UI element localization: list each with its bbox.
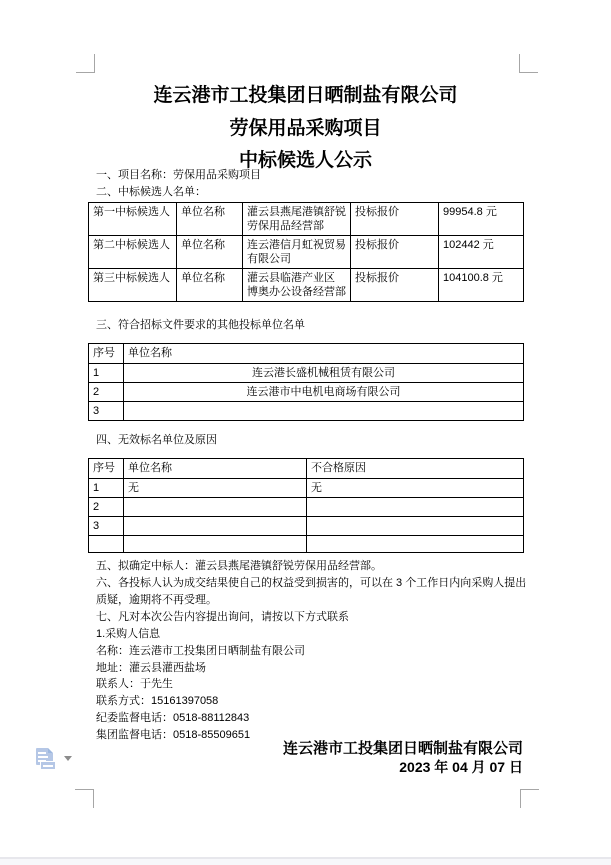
invalid-unit [124,536,307,553]
invalid-reason [307,498,524,517]
bid-price-value: 99954.8 元 [439,203,524,236]
bid-price-label: 投标报价 [351,269,439,302]
paste-options-button[interactable] [36,748,76,772]
unit-name-label: 单位名称 [177,269,243,302]
candidate-rank: 第一中标候选人 [89,203,177,236]
footer-signature-company: 连云港市工投集团日晒制盐有限公司 [282,740,523,757]
invalid-unit [124,517,307,536]
row-index: 3 [89,402,124,421]
column-header-unit-name: 单位名称 [124,459,307,479]
purchaser-info-heading: 1.采购人信息 [96,628,161,640]
table-row [89,383,524,402]
section-winner: 五、拟确定中标人：灌云县燕尾港镇舒锐劳保用品经营部。 [96,560,382,572]
section-other-bidders-heading: 三、符合招标文件要求的其他投标单位名单 [96,319,305,331]
bid-price-value: 102442 元 [439,236,524,269]
section-objection-notice: 六、各投标人认为成交结果使自己的权益受到损害的，可以在 3 个工作日内向采购人提出质疑，逾期将不再受理。 [96,577,527,606]
footer-date: 2023 年 04 月 07 日 [399,759,523,775]
candidates-table [88,202,524,302]
table-row [89,536,524,553]
row-index: 3 [89,517,124,536]
bidder-company: 连云港市中电机电商场有限公司 [124,383,524,402]
table-row [89,364,524,383]
row-index: 2 [89,498,124,517]
bid-price-label: 投标报价 [351,203,439,236]
invalid-unit: 无 [124,479,307,498]
section-invalid-bids-heading: 四、无效标名单位及原因 [96,434,217,446]
bid-price-value: 104100.8 元 [439,269,524,302]
invalid-reason [307,536,524,553]
page-background-below [0,859,611,865]
section-project-name: 一、项目名称：劳保用品采购项目 [96,169,261,181]
table-row [89,498,524,517]
contact-person: 联系人：于先生 [96,678,173,690]
section-contact-heading: 七、凡对本次公告内容提出询问，请按以下方式联系 [96,611,349,623]
row-index: 1 [89,479,124,498]
table-row [89,479,524,498]
candidate-rank: 第三中标候选人 [89,269,177,302]
table-row [89,236,524,269]
table-row [89,203,524,236]
column-header-index: 序号 [89,459,124,479]
bidder-company [124,402,524,421]
bid-price-label: 投标报价 [351,236,439,269]
candidate-rank: 第二中标候选人 [89,236,177,269]
row-index: 1 [89,364,124,383]
column-header-index: 序号 [89,344,124,364]
invalid-reason [307,517,524,536]
candidate-company: 灌云县临港产业区 博奥办公设备经营部 [243,269,351,302]
unit-name-label: 单位名称 [177,236,243,269]
table-header-row [89,459,524,479]
title-company: 连云港市工投集团日晒制盐有限公司 [153,85,458,106]
column-header-reason: 不合格原因 [307,459,524,479]
candidate-company: 连云港信月虹祝贸易有限公司 [243,236,351,269]
section-candidate-list-heading: 二、中标候选人名单： [96,186,206,198]
table-row [89,402,524,421]
contact-name: 名称：连云港市工投集团日晒制盐有限公司 [96,645,305,657]
table-header-row [89,344,524,364]
table-row [89,269,524,302]
bidder-company: 连云港长盛机械租赁有限公司 [124,364,524,383]
other-bidders-table [88,343,524,421]
row-index [89,536,124,553]
chevron-down-icon[interactable] [64,756,72,761]
row-index: 2 [89,383,124,402]
candidate-company: 灌云县燕尾港镇舒锐劳保用品经营部 [243,203,351,236]
invalid-reason: 无 [307,479,524,498]
contact-phone: 联系方式：15161397058 [96,695,219,707]
discipline-supervision-phone: 纪委监督电话：0518-88112843 [96,712,250,724]
contact-address: 地址：灌云县灌西盐场 [96,662,206,674]
invalid-unit [124,498,307,517]
group-supervision-phone: 集团监督电话：0518-85509651 [96,729,251,741]
title-project: 劳保用品采购项目 [229,118,382,139]
paste-options-icon[interactable] [36,748,57,771]
invalid-bids-table [88,458,524,553]
table-row [89,517,524,536]
unit-name-label: 单位名称 [177,203,243,236]
title-announcement: 中标候选人公示 [238,150,372,171]
column-header-unit-name: 单位名称 [124,344,524,364]
